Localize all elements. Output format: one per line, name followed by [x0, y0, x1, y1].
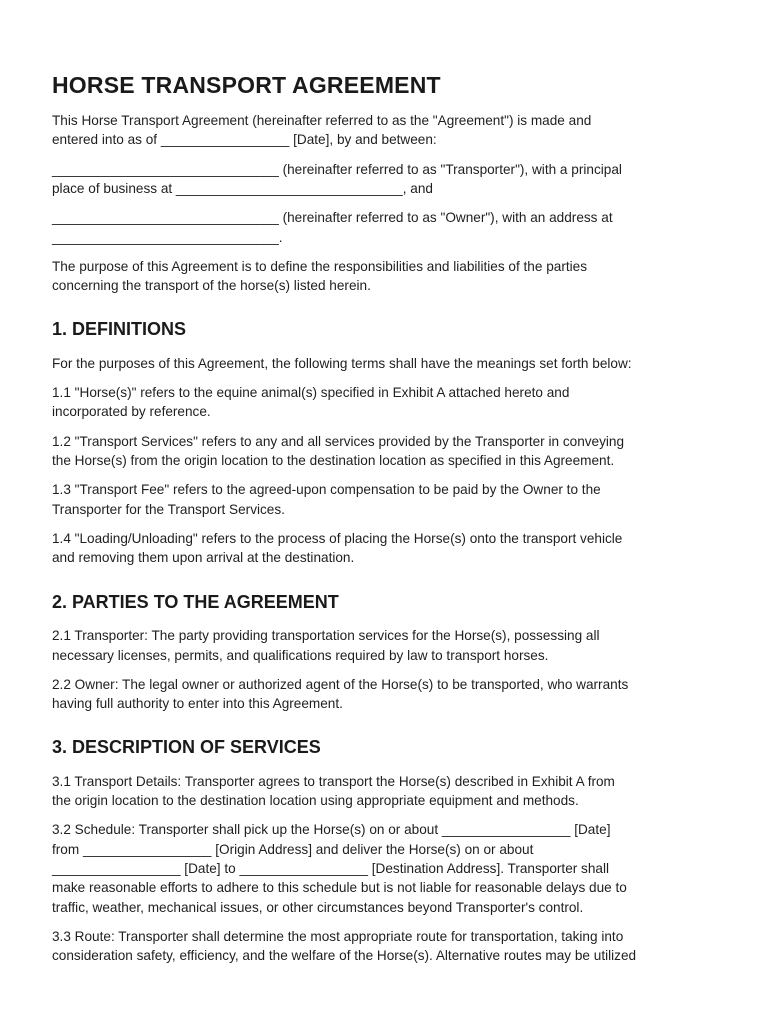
purpose-line: concerning the transport of the horse(s) listed herein. [52, 278, 371, 293]
intro-line: entered into as of _________________ [Date], by and between: [52, 132, 437, 147]
section-line: make reasonable efforts to adhere to this schedule but is not liable for reasonable delays due to [52, 880, 627, 895]
section-line: and removing them upon arrival at the destination. [52, 550, 355, 565]
section-line: For the purposes of this Agreement, the following terms shall have the meanings set forth below: [52, 356, 632, 371]
owner-line: ______________________________. [52, 230, 283, 245]
section-line: having full authority to enter into this Agreement. [52, 696, 343, 711]
section-line: the origin location to the destination location using appropriate equipment and methods. [52, 793, 579, 808]
section-line: 1.4 "Loading/Unloading" refers to the process of placing the Horse(s) onto the transport vehicle [52, 531, 623, 546]
section-heading-parties: 2. PARTIES TO THE AGREEMENT [52, 592, 339, 612]
section-line: the Horse(s) from the origin location to the destination location as specified in this Agreement. [52, 453, 615, 468]
purpose-line: The purpose of this Agreement is to define the responsibilities and liabilities of the parties [52, 259, 587, 274]
owner-line: ______________________________ (hereinafter referred to as "Owner"), with an address at [52, 210, 613, 225]
section-line: 1.3 "Transport Fee" refers to the agreed-upon compensation to be paid by the Owner to the [52, 482, 601, 497]
section-line: traffic, weather, mechanical issues, or other circumstances beyond Transporter's control. [52, 900, 584, 915]
section-line: consideration safety, efficiency, and the welfare of the Horse(s). Alternative routes may be utilized [52, 948, 637, 963]
section-line: necessary licenses, permits, and qualifications required by law to transport horses. [52, 648, 549, 663]
transporter-line: place of business at ______________________________, and [52, 181, 433, 196]
section-line: incorporated by reference. [52, 404, 211, 419]
section-line: 2.1 Transporter: The party providing transportation services for the Horse(s), possessing all [52, 628, 600, 643]
section-line: _________________ [Date] to _________________ [Destination Address]. Transporter shall [52, 861, 610, 876]
document-title: HORSE TRANSPORT AGREEMENT [52, 72, 441, 98]
section-line: 1.2 "Transport Services" refers to any and all services provided by the Transporter in conveying [52, 434, 625, 449]
section-line: 3.1 Transport Details: Transporter agrees to transport the Horse(s) described in Exhibit A from [52, 774, 615, 789]
section-line: Transporter for the Transport Services. [52, 502, 285, 517]
section-line: 3.2 Schedule: Transporter shall pick up the Horse(s) on or about _________________ [Date] [52, 822, 611, 837]
section-line: 1.1 "Horse(s)" refers to the equine animal(s) specified in Exhibit A attached hereto and [52, 385, 570, 400]
section-line: 2.2 Owner: The legal owner or authorized agent of the Horse(s) to be transported, who warrants [52, 677, 629, 692]
intro-line: This Horse Transport Agreement (hereinafter referred to as the "Agreement") is made and [52, 113, 592, 128]
section-line: from _________________ [Origin Address] and deliver the Horse(s) on or about [52, 842, 534, 857]
transporter-line: ______________________________ (hereinafter referred to as "Transporter"), with a principal [52, 162, 622, 177]
section-line: 3.3 Route: Transporter shall determine the most appropriate route for transportation, taking into [52, 929, 624, 944]
section-heading-definitions: 1. DEFINITIONS [52, 319, 187, 339]
section-heading-services: 3. DESCRIPTION OF SERVICES [52, 737, 321, 757]
